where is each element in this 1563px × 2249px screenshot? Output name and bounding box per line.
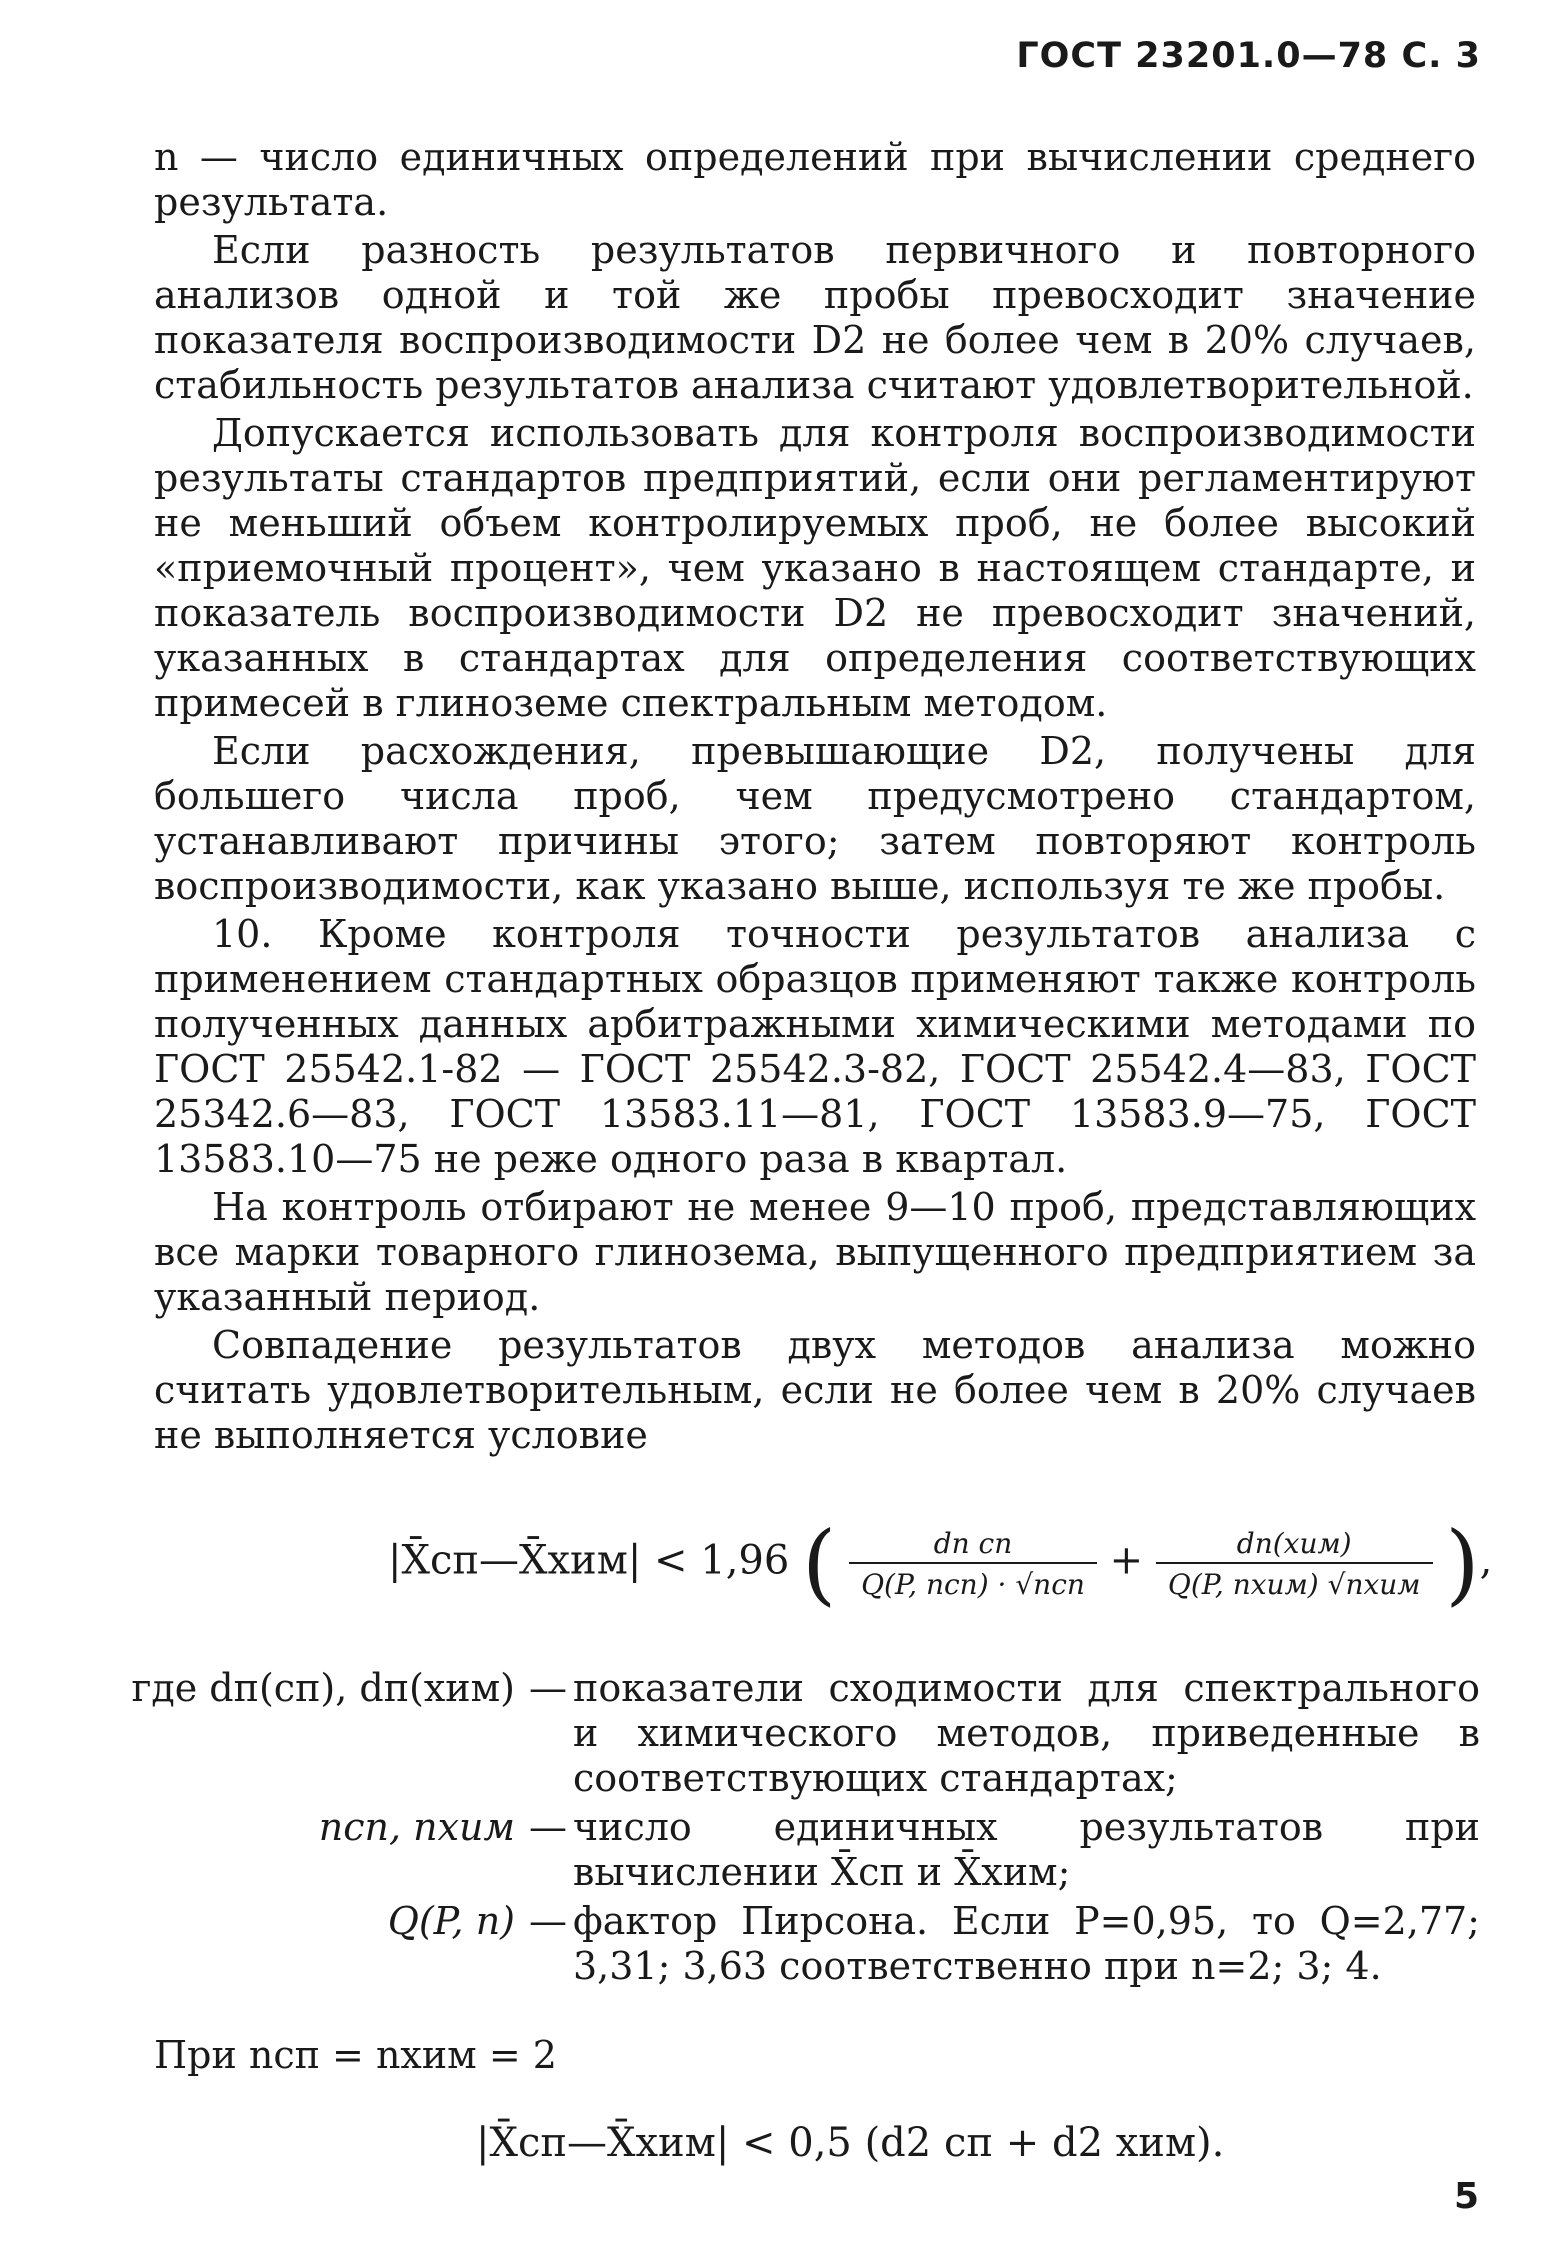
- fraction-denominator: Q(P, nхим) √nхим: [1156, 1562, 1433, 1601]
- page-header: ГОСТ 23201.0—78 С. 3: [1016, 36, 1481, 76]
- fraction-chemical: [1156, 1527, 1433, 1601]
- condition-line: При nсп = nхим = 2: [154, 2033, 557, 2077]
- definition-dash: —: [529, 1805, 567, 1849]
- paren-open: (: [802, 1512, 837, 1615]
- paragraph: Если разность результатов первичного и повторного анализов одной и той же пробы превосходит значение показателя воспроизводимости D2 не более чем в 20% случаев, стабильность результатов анализа считают удовлетворительной.: [154, 228, 1476, 407]
- definition-item: [110, 1666, 1480, 1801]
- definition-body: фактор Пирсона. Если P=0,95, то Q=2,77; 3,31; 3,63 соответственно при n=2; 3; 4.: [573, 1899, 1480, 1988]
- definition-item: [110, 1899, 1480, 1989]
- definition-dash: —: [529, 1666, 567, 1710]
- paragraph: 10. Кроме контроля точности результатов анализа с применением стандартных образцов применяют также контроль полученных данных арбитражными химическими методами по ГОСТ 25542.1-82 — ГОСТ 25542.3-82, ГОСТ 25542.4—83, ГОСТ 25342.6—83, ГОСТ 13583.11—81, ГОСТ 13583.9—75, ГОСТ 13583.10—75 не реже одного раза в квартал.: [154, 912, 1476, 1181]
- definition-item: [110, 1805, 1480, 1895]
- definition-body: число единичных результатов при вычислении X̄сп и X̄хим;: [573, 1805, 1480, 1894]
- definition-term: Q(P, n): [387, 1899, 515, 1943]
- paren-close: ): [1445, 1512, 1480, 1615]
- body-text: [154, 135, 1476, 1461]
- definitions-list: [110, 1666, 1480, 1993]
- formula-simplified: |X̄сп—X̄хим| < 0,5 (d2 сп + d2 хим).: [476, 2120, 1225, 2166]
- fraction-spectral: [849, 1527, 1097, 1601]
- formula-tail: ,: [1479, 1537, 1493, 1584]
- formula-condition: [388, 1512, 1492, 1615]
- fraction-denominator: Q(P, nсп) · √nсп: [849, 1562, 1097, 1601]
- fraction-numerator: dп сп: [933, 1526, 1013, 1560]
- definition-dash: —: [529, 1899, 567, 1943]
- definition-term: nсп, nхим: [318, 1805, 515, 1849]
- page-number: 5: [1453, 2176, 1479, 2217]
- paragraph: Допускается использовать для контроля воспроизводимости результаты стандартов предприятий, если они регламентируют не меньший объем контролируемых проб, не более высокий «приемочный процент», чем указано в настоящем стандарте, и показатель воспроизводимости D2 не превосходит значений, указанных в стандартах для определения соответствующих примесей в глиноземе спектральным методом.: [154, 411, 1476, 725]
- paragraph: Совпадение результатов двух методов анализа можно считать удовлетворительным, если не более чем в 20% случаев не выполняется условие: [154, 1323, 1476, 1457]
- definition-body: показатели сходимости для спектрального и химического методов, приведенные в соответствующих стандартах;: [573, 1666, 1480, 1800]
- paragraph: Если расхождения, превышающие D2, получены для большего числа проб, чем предусмотрено стандартом, устанавливают причины этого; затем повторяют контроль воспроизводимости, как указано выше, используя те же пробы.: [154, 729, 1476, 908]
- paragraph: n — число единичных определений при вычислении среднего результата.: [154, 135, 1476, 224]
- fraction-numerator: dп(хим): [1236, 1526, 1352, 1560]
- definition-term: где dп(сп), dп(хим): [131, 1666, 515, 1710]
- formula-lhs: |X̄сп—X̄хим| < 1,96: [388, 1537, 790, 1584]
- plus-sign: +: [1109, 1537, 1144, 1584]
- paragraph: На контроль отбирают не менее 9—10 проб, представляющих все марки товарного глинозема, выпущенного предприятием за указанный период.: [154, 1185, 1476, 1319]
